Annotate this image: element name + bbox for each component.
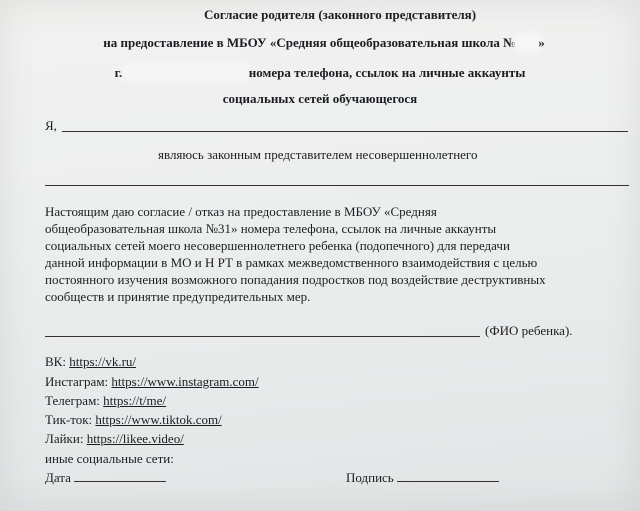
- ya-label: Я,: [45, 118, 57, 133]
- instagram-link[interactable]: https://www.instagram.com/: [111, 374, 259, 389]
- guardian-statement: являюсь законным представителем несовершеннолетнего: [158, 147, 478, 162]
- date-field[interactable]: [74, 481, 166, 482]
- signature-field[interactable]: [397, 481, 499, 482]
- social-label: Телеграм:: [45, 393, 104, 408]
- form-title-line-3: [0, 65, 640, 81]
- consent-line: общеобразовательная школа №31» номера телефона, ссылок на личные аккаунты: [45, 221, 497, 236]
- child-name-field-top[interactable]: [45, 185, 629, 186]
- parent-name-field[interactable]: [62, 131, 628, 132]
- consent-paragraph: [45, 203, 632, 305]
- consent-line: постоянного изучения возможного попадания подростков под воздействие деструктивных: [45, 272, 546, 287]
- city-prefix: г.: [114, 65, 123, 80]
- social-label: Лайки:: [45, 431, 87, 446]
- social-label: Инстаграм:: [45, 374, 112, 389]
- form-title: Согласие родителя (законного представителя): [203, 7, 477, 22]
- school-name-prefix: на предоставление в МБОУ «Средняя общеобразовательная школа №: [103, 35, 517, 50]
- consent-line: Настоящим даю согласие / отказ на предоставление в МБОУ «Средняя: [45, 204, 437, 219]
- date-row: [45, 470, 166, 486]
- phone-links-text: номера телефона, ссылок на личные аккаунты: [248, 65, 526, 80]
- school-name-suffix: »: [538, 35, 545, 50]
- social-label: Тик-ток:: [45, 412, 96, 427]
- other-networks-label: иные социальные сети:: [45, 451, 174, 466]
- consent-line: данной информации в МО и Н РТ в рамках межведомственного взаимодействия с целью: [45, 255, 538, 270]
- date-label: Дата: [45, 470, 71, 485]
- redacted-city-name: [126, 66, 246, 79]
- tiktok-link[interactable]: https://www.tiktok.com/: [95, 412, 222, 427]
- child-fio-label: (ФИО ребенка).: [485, 323, 573, 338]
- signature-row: [346, 470, 499, 486]
- child-fio-field[interactable]: [45, 336, 480, 337]
- consent-line: социальных сетей моего несовершеннолетнего ребенка (подопечного) для передачи: [45, 238, 510, 253]
- redacted-school-number: [516, 36, 538, 49]
- form-title-line-2: [4, 35, 640, 51]
- social-link-instagram: [45, 374, 259, 390]
- social-link-vk: [45, 354, 136, 370]
- vk-link[interactable]: https://vk.ru/: [69, 354, 137, 369]
- social-link-likee: [45, 431, 184, 447]
- social-label: ВК:: [45, 354, 70, 369]
- social-link-telegram: [45, 393, 166, 409]
- signature-label: Подпись: [346, 470, 394, 485]
- telegram-link[interactable]: https://t/me/: [103, 393, 167, 408]
- social-link-tiktok: [45, 412, 222, 428]
- form-title-line-4: социальных сетей обучающегося: [222, 91, 418, 106]
- consent-line: сообществ и принятие предупредительных мер.: [45, 289, 311, 304]
- likee-link[interactable]: https://likee.video/: [86, 431, 184, 446]
